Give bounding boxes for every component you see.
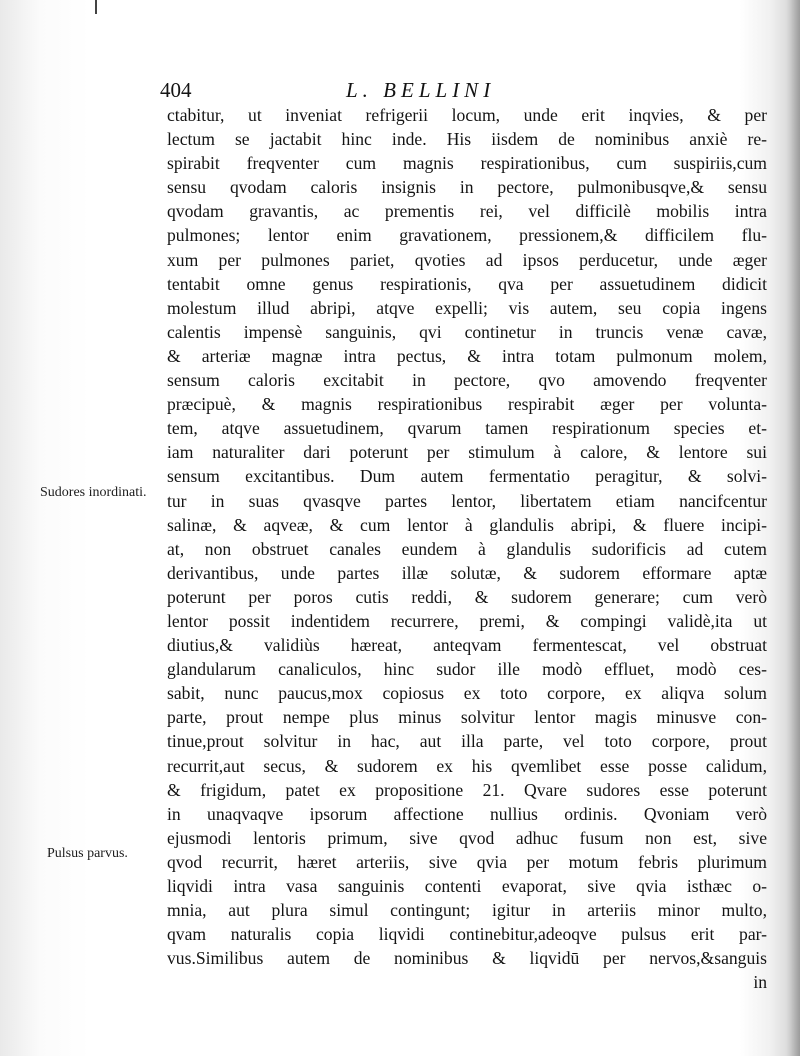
- body-text: [167, 103, 767, 994]
- page-edge-shadow: [786, 0, 800, 1056]
- text-line: lectum se jactabit hinc inde. His iisdem de nominibus anxiè re-: [167, 129, 767, 150]
- text-line: tinue,prout solvitur in hac, aut illa parte, vel toto corpore, prout: [167, 731, 767, 752]
- running-head: L. BELLINI: [346, 78, 496, 102]
- text-line: qvod recurrit, hæret arteriis, sive qvia per motum febris plurimum: [167, 851, 767, 872]
- text-line: poterunt per poros cutis reddi, & sudorem generare; cum verò: [167, 586, 767, 607]
- text-line: parte, prout nempe plus minus solvitur lentor magis minusve con-: [167, 707, 767, 728]
- text-line: tem, atqve assuetudinem, qvarum tamen respirationum species et-: [167, 418, 767, 439]
- top-mark: [95, 0, 97, 14]
- text-line: at, non obstruet canales eundem à glandulis sudorificis ad cutem: [167, 538, 767, 559]
- text-line: tur in suas qvasqve partes lentor, libertatem etiam nancifcentur: [167, 490, 767, 511]
- text-line: sensum excitantibus. Dum autem fermentatio peragitur, & solvi-: [167, 466, 767, 487]
- text-line: liqvidi intra vasa sanguinis contenti evaporat, sive qvia isthæc o-: [167, 876, 767, 896]
- text-line: in unaqvaqve ipsorum affectione nullius ordinis. Qvoniam verò: [167, 803, 767, 824]
- text-line: mnia, aut plura simul contingunt; igitur in arteriis minor multo,: [167, 900, 767, 921]
- text-line: & frigidum, patet ex propositione 21. Qvare sudores esse poterunt: [167, 779, 767, 800]
- text-line: calentis impensè sanguinis, qvi continetur in truncis venæ cavæ,: [167, 321, 767, 342]
- text-line: & arteriæ magnæ intra pectus, & intra totam pulmonum molem,: [167, 345, 767, 366]
- text-line: glandularum canaliculos, hinc sudor ille modò effluet, modò ces-: [167, 659, 767, 680]
- text-line: derivantibus, unde partes illæ solutæ, & sudorem efformare aptæ: [167, 562, 767, 583]
- text-line: præcipuè, & magnis respirationibus respirabit æger per volunta-: [167, 394, 767, 415]
- text-line: ejusmodi lentoris primum, sive qvod adhuc fusum non est, sive: [167, 827, 767, 848]
- text-line: iam naturaliter dari poterunt per stimulum à calore, & lentore sui: [167, 442, 767, 463]
- margin-note-pulsus: Pulsus parvus.: [47, 846, 128, 861]
- text-line: qvam naturalis copia liqvidi continebitur,adeoqve pulsus erit par-: [167, 924, 767, 945]
- text-line: spirabit freqventer cum magnis respirationibus, cum suspiriis,cum: [167, 153, 767, 174]
- text-line: sensu qvodam caloris insignis in pectore, pulmonibusqve,& sensu: [167, 177, 767, 198]
- text-line: tentabit omne genus respirationis, qva per assuetudinem didicit: [167, 273, 767, 294]
- text-line: recurrit,aut secus, & sudorem ex his qvemlibet esse posse calidum,: [167, 755, 767, 776]
- page-number: 404: [160, 78, 192, 102]
- margin-note-sudores: Sudores inordinati.: [40, 485, 147, 500]
- text-line: pulmones; lentor enim gravationem, pressionem,& difficilem flu-: [167, 225, 767, 246]
- catchword: in: [753, 972, 767, 993]
- text-line: molestum illud abripi, atqve expelli; vis autem, seu copia ingens: [167, 297, 767, 318]
- text-line: ctabitur, ut inveniat refrigerii locum, unde erit inqvies, & per: [167, 105, 767, 125]
- text-line: vus.Similibus autem de nominibus & liqvidū per nervos,&sanguis: [167, 948, 767, 969]
- text-line: qvodam gravantis, ac prementis rei, vel difficilè mobilis intra: [167, 201, 767, 222]
- text-line: lentor possit indentidem recurrere, premi, & compingi validè,ita ut: [167, 610, 767, 631]
- text-line: salinæ, & aqveæ, & cum lentor à glandulis abripi, & fluere incipi-: [167, 514, 767, 535]
- text-line: sabit, nunc paucus,mox copiosus ex toto corpore, ex aliqva solum: [167, 683, 767, 704]
- text-line: diutius,& validiùs hæreat, anteqvam fermentescat, vel obstruat: [167, 635, 767, 656]
- text-line: xum per pulmones pariet, qvoties ad ipsos perducetur, unde æger: [167, 249, 767, 270]
- text-line: sensum caloris excitabit in pectore, qvo amovendo freqventer: [167, 370, 767, 391]
